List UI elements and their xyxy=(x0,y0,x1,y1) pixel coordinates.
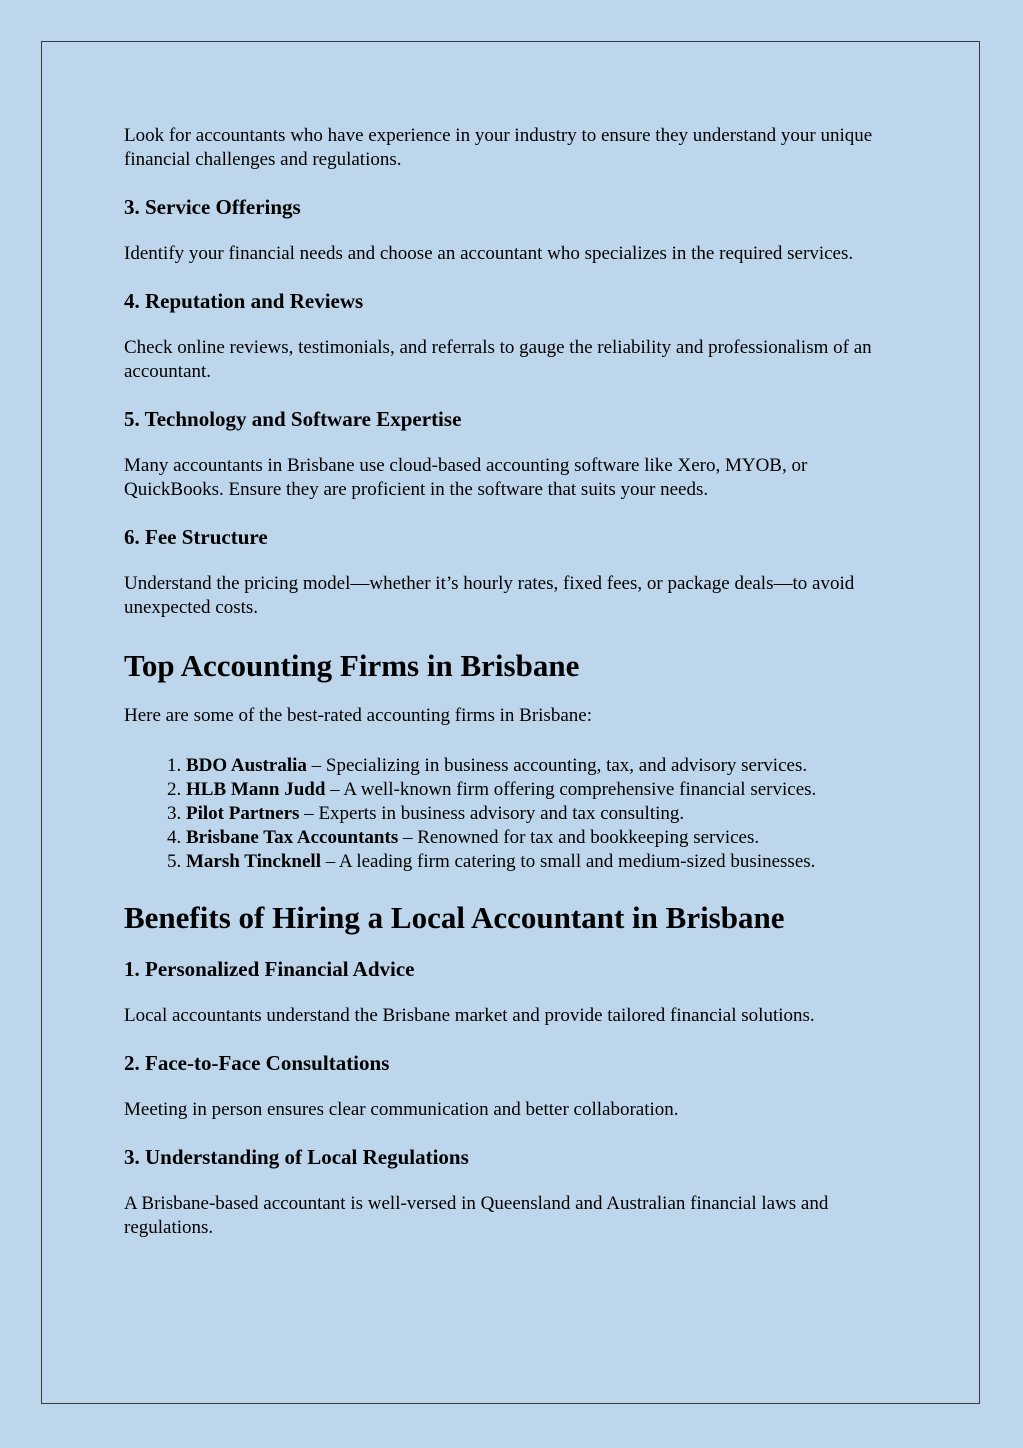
document-content xyxy=(124,124,899,1258)
firm-name: Marsh Tincknell xyxy=(186,851,321,872)
benefit-heading-local-regulations: 3. Understanding of Local Regulations xyxy=(124,1145,469,1169)
section-heading-reputation: 4. Reputation and Reviews xyxy=(124,289,364,313)
list-item xyxy=(186,826,899,850)
benefit-heading-face-to-face: 2. Face-to-Face Consultations xyxy=(124,1051,390,1075)
section-heading-service-offerings: 3. Service Offerings xyxy=(124,195,301,219)
firm-name: Brisbane Tax Accountants xyxy=(186,827,399,848)
firm-name: Pilot Partners xyxy=(186,803,300,824)
firm-name: BDO Australia xyxy=(186,755,307,776)
benefits-heading: Benefits of Hiring a Local Accountant in Brisbane xyxy=(124,900,785,935)
section-text-reputation: Check online reviews, testimonials, and referrals to gauge the reliability and professionalism of an accountant. xyxy=(124,337,872,382)
section-heading-technology: 5. Technology and Software Expertise xyxy=(124,407,462,431)
list-item xyxy=(186,778,899,802)
firm-name: HLB Mann Judd xyxy=(186,779,326,800)
list-item xyxy=(186,802,899,826)
list-item xyxy=(186,850,899,874)
firm-description: – A leading firm catering to small and medium-sized businesses. xyxy=(320,851,816,872)
firm-description: – Experts in business advisory and tax consulting. xyxy=(299,803,685,824)
section-text-technology: Many accountants in Brisbane use cloud-based accounting software like Xero, MYOB, or QuickBooks. Ensure they are proficient in the software that suits your needs. xyxy=(124,455,808,500)
firms-list xyxy=(124,754,899,874)
benefit-text-face-to-face: Meeting in person ensures clear communication and better collaboration. xyxy=(124,1099,679,1120)
section-text-service-offerings: Identify your financial needs and choose an accountant who specializes in the required services. xyxy=(124,243,854,264)
firm-description: – Specializing in business accounting, tax, and advisory services. xyxy=(306,755,808,776)
top-firms-intro: Here are some of the best-rated accounting firms in Brisbane: xyxy=(124,705,592,726)
benefit-text-local-regulations: A Brisbane-based accountant is well-versed in Queensland and Australian financial laws and regulations. xyxy=(124,1193,829,1238)
section-heading-fee-structure: 6. Fee Structure xyxy=(124,525,268,549)
firm-description: – A well-known firm offering comprehensive financial services. xyxy=(325,779,817,800)
intro-paragraph: Look for accountants who have experience in your industry to ensure they understand your unique financial challenges and regulations. xyxy=(124,125,873,170)
section-text-fee-structure: Understand the pricing model—whether it’s hourly rates, fixed fees, or package deals—to avoid unexpected costs. xyxy=(124,573,855,618)
list-item xyxy=(186,754,899,778)
benefit-text-personalized: Local accountants understand the Brisbane market and provide tailored financial solutions. xyxy=(124,1005,815,1026)
benefit-heading-personalized: 1. Personalized Financial Advice xyxy=(124,957,415,981)
firm-description: – Renowned for tax and bookkeeping services. xyxy=(398,827,760,848)
top-firms-heading: Top Accounting Firms in Brisbane xyxy=(124,648,580,683)
